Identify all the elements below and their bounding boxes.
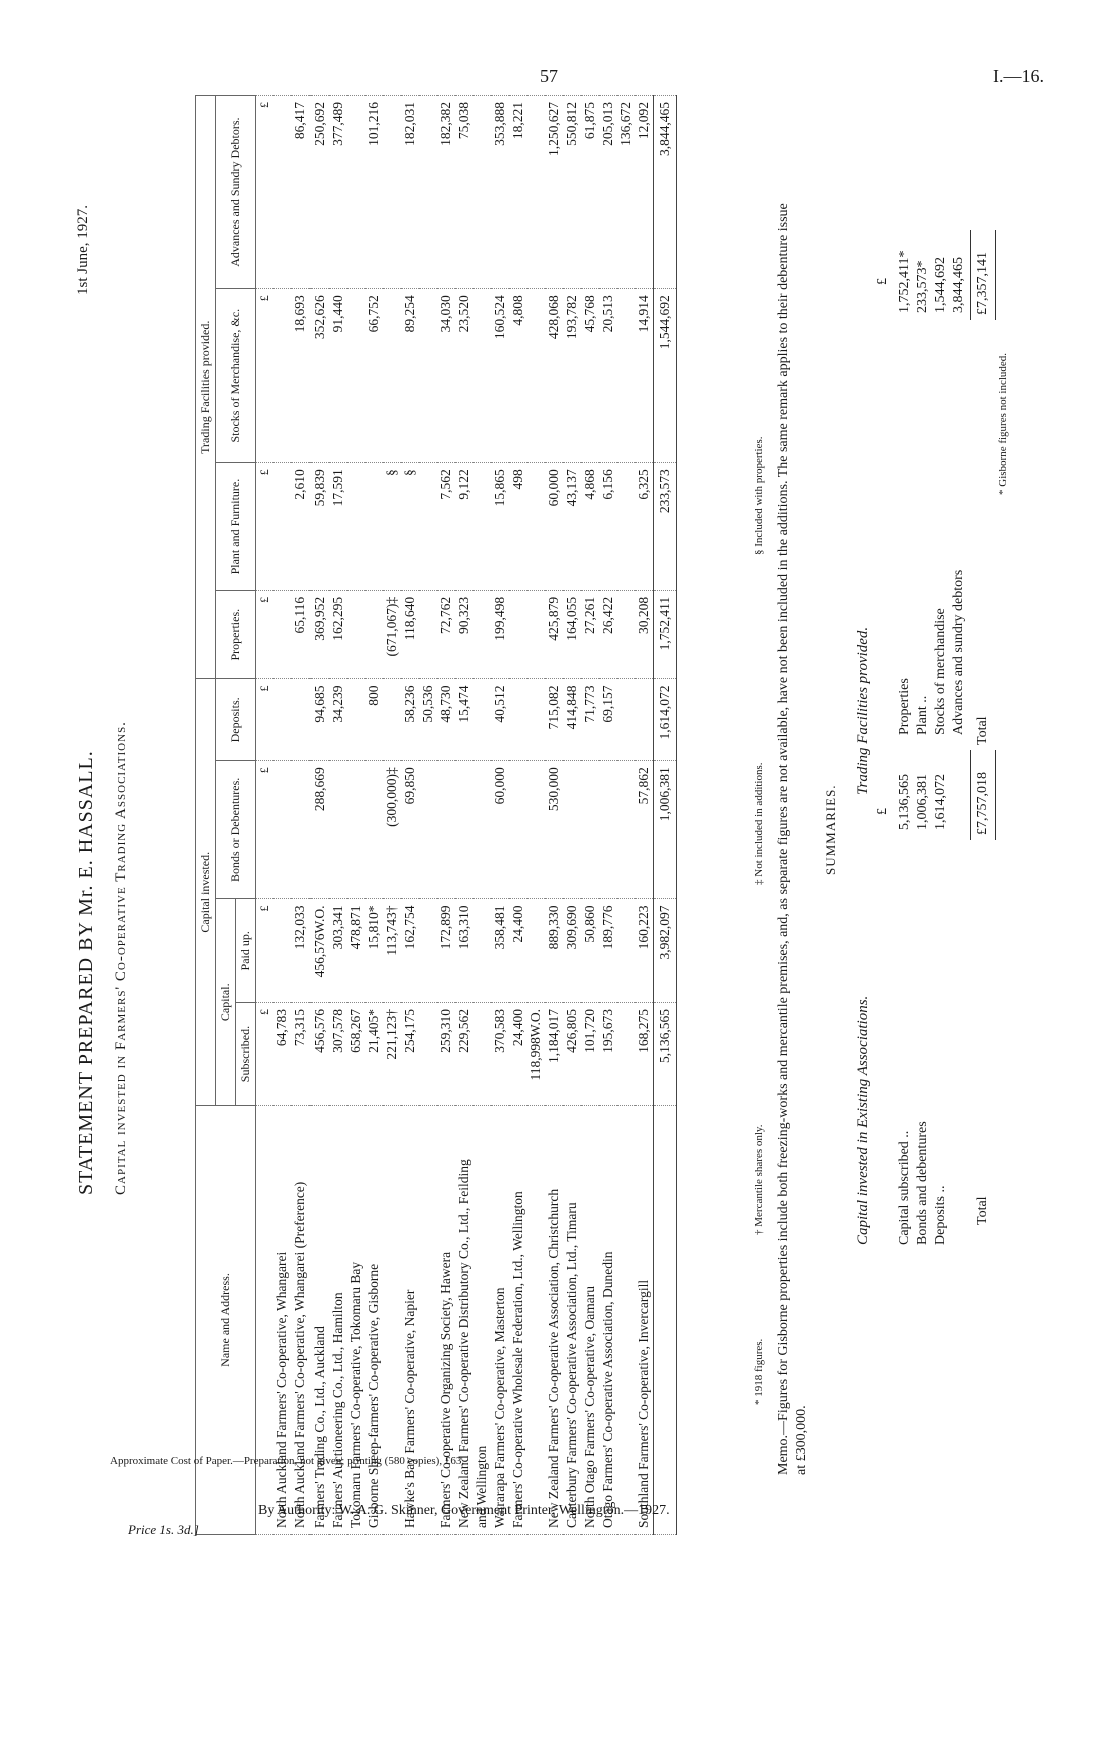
statement-subtitle: Capital invested in Farmers' Co-operative Trading Associations.: [113, 721, 129, 1195]
cell-deposits: [347, 679, 365, 761]
cell-deposits: [509, 679, 527, 761]
table-row: [563, 96, 581, 1535]
cell-stocks: 352,626: [311, 289, 329, 463]
cell-plant: 2,610: [291, 463, 309, 591]
summary-right-double-rule: [995, 230, 996, 320]
cell-stocks: 20,513: [599, 289, 617, 463]
cell-paidup: [617, 899, 635, 1003]
cell-deposits: [635, 679, 654, 761]
cell-subscribed: 259,310: [437, 1003, 455, 1106]
price-note: Price 1s. 3d.]: [128, 1522, 199, 1537]
cell-subscribed: 370,583: [491, 1003, 509, 1106]
cell-plant: 15,865: [491, 463, 509, 591]
unit-cell: £: [256, 679, 274, 761]
cell-stocks: [473, 289, 491, 463]
cell-deposits: 71,773: [581, 679, 599, 761]
summary-right-label: Stocks of merchandise: [933, 608, 948, 735]
cell-deposits: 94,685: [311, 679, 329, 761]
cell-plant: 498: [509, 463, 527, 591]
table-body: [256, 96, 677, 1535]
summary-right-value: 1,544,692: [933, 257, 948, 313]
summary-right-note: * Gisborne figures not included.: [997, 352, 1009, 495]
cell-advances: [347, 96, 365, 289]
table-row: [491, 96, 509, 1535]
unit-cell: £: [256, 761, 274, 899]
col-properties-header: Properties.: [216, 590, 256, 679]
cell-plant: 6,325: [635, 463, 654, 591]
cell-bonds: [437, 761, 455, 899]
cell-advances: 182,031: [401, 96, 419, 289]
cell-advances: [273, 96, 291, 289]
cell-deposits: 50,536: [419, 679, 437, 761]
row-name: Farmers' Co-operative Organizing Society, Hawera: [437, 1106, 455, 1535]
cell-plant: [527, 463, 545, 591]
cell-deposits: [473, 679, 491, 761]
table-row: [635, 96, 654, 1535]
cell-stocks: 160,524: [491, 289, 509, 463]
cell-bonds: [455, 761, 473, 899]
cell-deposits: [617, 679, 635, 761]
cell-advances: 136,672: [617, 96, 635, 289]
cell-properties: 26,422: [599, 590, 617, 679]
cell-bonds: [581, 761, 599, 899]
group-capital: Capital.: [216, 899, 236, 1106]
table-row: [347, 96, 365, 1535]
table-row: [273, 96, 291, 1535]
cell-stocks: 45,768: [581, 289, 599, 463]
cell-plant: 6,156: [599, 463, 617, 591]
row-name: Gisborne Sheep-farmers' Co-operative, Gisborne: [365, 1106, 383, 1535]
col-stocks-header: Stocks of Merchandise, &c.: [216, 289, 256, 463]
summary-left-title: Capital invested in Existing Associations.: [855, 995, 871, 1245]
row-name: North Auckland Farmers' Co-operative, Whangarei (Preference): [291, 1106, 309, 1535]
cell-plant: 59,839: [311, 463, 329, 591]
cell-plant: §: [383, 463, 401, 591]
cell-deposits: 34,239: [329, 679, 347, 761]
cell-properties: 164,055: [563, 590, 581, 679]
col-bonds-header: Bonds or Debentures.: [216, 761, 256, 899]
summary-left-label: Deposits ..: [933, 1185, 948, 1245]
total-plant: 233,573: [654, 463, 677, 591]
footnote-included-properties: § Included with properties.: [753, 436, 765, 555]
row-name: [617, 1106, 635, 1535]
row-name: Wairarapa Farmers' Co-operative, Masterton: [491, 1106, 509, 1535]
cell-subscribed: 254,175: [401, 1003, 419, 1106]
summary-right-value: 233,573*: [915, 260, 930, 313]
cell-deposits: 15,474: [455, 679, 473, 761]
cell-properties: 369,952: [311, 590, 329, 679]
cell-properties: [419, 590, 437, 679]
cell-plant: 9,122: [455, 463, 473, 591]
cell-paidup: 309,690: [563, 899, 581, 1003]
cell-deposits: 800: [365, 679, 383, 761]
cell-bonds: [347, 761, 365, 899]
cell-plant: [273, 463, 291, 591]
cell-subscribed: 101,720: [581, 1003, 599, 1106]
cell-plant: [365, 463, 383, 591]
row-name: New Zealand Farmers' Co-operative Distributory Co., Ltd., Feilding: [455, 1106, 473, 1535]
document-reference: I.—16.: [993, 66, 1044, 86]
cell-plant: 4,868: [581, 463, 599, 591]
cell-properties: 65,116: [291, 590, 309, 679]
cell-plant: [617, 463, 635, 591]
unit-cell: £: [256, 590, 274, 679]
cell-advances: 250,692: [311, 96, 329, 289]
cell-paidup: 132,033: [291, 899, 309, 1003]
cell-properties: 425,879: [545, 590, 563, 679]
row-name: Canterbury Farmers' Co-operative Association, Ltd., Timaru: [563, 1106, 581, 1535]
total-deposits: 1,614,072: [654, 679, 677, 761]
row-name: Farmers' Trading Co., Ltd., Auckland: [311, 1106, 329, 1535]
row-name: Hawke's Bay Farmers' Co-operative, Napier: [401, 1106, 419, 1535]
cell-bonds: (300,000)‡: [383, 761, 401, 899]
cell-plant: 7,562: [437, 463, 455, 591]
summary-right-total-label: Total: [975, 716, 990, 745]
cell-plant: 43,137: [563, 463, 581, 591]
cell-advances: 61,875: [581, 96, 599, 289]
row-name: New Zealand Farmers' Co-operative Association, Christchurch: [545, 1106, 563, 1535]
cell-properties: 199,498: [491, 590, 509, 679]
summary-left-double-rule: [995, 750, 996, 840]
cell-subscribed: 426,805: [563, 1003, 581, 1106]
cell-deposits: 48,730: [437, 679, 455, 761]
summary-right-title: Trading Facilities provided.: [855, 626, 871, 795]
row-name: [419, 1106, 437, 1535]
cell-subscribed: 1,184,017: [545, 1003, 563, 1106]
unit-cell: £: [256, 289, 274, 463]
cell-paidup: 24,400: [509, 899, 527, 1003]
cell-properties: 72,762: [437, 590, 455, 679]
table-row: [545, 96, 563, 1535]
cell-bonds: [563, 761, 581, 899]
cell-stocks: [527, 289, 545, 463]
table-row: [509, 96, 527, 1535]
cell-paidup: 160,223: [635, 899, 654, 1003]
cell-deposits: 40,512: [491, 679, 509, 761]
cell-subscribed: [419, 1003, 437, 1106]
cell-bonds: [365, 761, 383, 899]
cell-bonds: [329, 761, 347, 899]
summary-left-label: Capital subscribed ..: [897, 1130, 912, 1245]
cell-stocks: [383, 289, 401, 463]
summary-left-unit: £: [875, 808, 890, 815]
cell-plant: [419, 463, 437, 591]
capital-table: [195, 95, 677, 1535]
col-subscribed-header: Subscribed.: [236, 1003, 256, 1106]
cell-paidup: 172,899: [437, 899, 455, 1003]
cell-advances: 550,812: [563, 96, 581, 289]
cell-paidup: 478,871: [347, 899, 365, 1003]
cell-subscribed: 118,998W.O.: [527, 1003, 545, 1106]
cell-advances: 353,888: [491, 96, 509, 289]
group-capital-invested: Capital invested.: [196, 679, 216, 1106]
summary-right-value: 1,752,411*: [897, 250, 912, 313]
cell-subscribed: [473, 1003, 491, 1106]
cell-stocks: 89,254: [401, 289, 419, 463]
col-plant-header: Plant and Furniture.: [216, 463, 256, 591]
cell-properties: [473, 590, 491, 679]
cell-stocks: 193,782: [563, 289, 581, 463]
summary-left-total-value: £7,757,018: [975, 772, 990, 835]
table-row: [581, 96, 599, 1535]
cell-paidup: 113,743†: [383, 899, 401, 1003]
row-name: North Auckland Farmers' Co-operative, Whangarei: [273, 1106, 291, 1535]
cell-plant: §: [401, 463, 419, 591]
cell-advances: [527, 96, 545, 289]
cell-stocks: 34,030: [437, 289, 455, 463]
cell-deposits: [291, 679, 309, 761]
cell-subscribed: 21,405*: [365, 1003, 383, 1106]
cell-stocks: [617, 289, 635, 463]
cell-subscribed: 307,578: [329, 1003, 347, 1106]
cell-plant: [347, 463, 365, 591]
cell-properties: 118,640: [401, 590, 419, 679]
cell-subscribed: 24,400: [509, 1003, 527, 1106]
cell-deposits: 58,236: [401, 679, 419, 761]
cell-bonds: [527, 761, 545, 899]
table-row: [401, 96, 419, 1535]
cell-stocks: 18,693: [291, 289, 309, 463]
cell-advances: 12,092: [635, 96, 654, 289]
cell-advances: 75,038: [455, 96, 473, 289]
cell-paidup: 50,860: [581, 899, 599, 1003]
cell-plant: 17,591: [329, 463, 347, 591]
cell-paidup: [273, 899, 291, 1003]
table-row: [527, 96, 545, 1535]
summary-left-value: 1,614,072: [933, 774, 948, 830]
footnote-1918: * 1918 figures.: [753, 1338, 765, 1405]
cell-bonds: 288,669: [311, 761, 329, 899]
cell-plant: 60,000: [545, 463, 563, 591]
cell-deposits: 69,157: [599, 679, 617, 761]
cell-properties: (671,067)‡: [383, 590, 401, 679]
summary-left-value: 5,136,565: [897, 774, 912, 830]
cell-deposits: 715,082: [545, 679, 563, 761]
summary-right-rule: [970, 230, 971, 320]
cell-stocks: [347, 289, 365, 463]
cell-deposits: [527, 679, 545, 761]
cell-subscribed: 73,315: [291, 1003, 309, 1106]
cell-properties: [527, 590, 545, 679]
row-name: [527, 1106, 545, 1535]
cell-paidup: 162,754: [401, 899, 419, 1003]
summary-right-label: Plant ..: [915, 695, 930, 735]
totals-row: [654, 96, 677, 1535]
cell-advances: 18,221: [509, 96, 527, 289]
cell-paidup: 456,576W.O.: [311, 899, 329, 1003]
cell-subscribed: 221,123†: [383, 1003, 401, 1106]
table-row: [437, 96, 455, 1535]
cell-paidup: 15,810*: [365, 899, 383, 1003]
rotated-content: [75, 55, 1015, 1575]
footnote-not-included: ‡ Not included in additions.: [753, 762, 765, 885]
cell-paidup: [473, 899, 491, 1003]
cell-paidup: 889,330: [545, 899, 563, 1003]
cell-advances: 182,382: [437, 96, 455, 289]
cell-stocks: 4,808: [509, 289, 527, 463]
total-stocks: 1,544,692: [654, 289, 677, 463]
cell-advances: 205,013: [599, 96, 617, 289]
cell-advances: 1,250,627: [545, 96, 563, 289]
group-trading-facilities: Trading Facilities provided.: [196, 96, 216, 680]
summary-right-total-value: £7,357,141: [975, 252, 990, 315]
total-advances: 3,844,465: [654, 96, 677, 289]
authority-line: By Authority: W. A. G. Skinner, Government Printer, Wellington.—1927.: [258, 1503, 670, 1518]
summary-left-value: 1,006,381: [915, 774, 930, 830]
cell-bonds: [291, 761, 309, 899]
cell-stocks: [273, 289, 291, 463]
cell-advances: [419, 96, 437, 289]
row-name: Tokomaru Farmers' Co-operative, Tokomaru Bay: [347, 1106, 365, 1535]
col-advances-header: Advances and Sundry Debtors.: [216, 96, 256, 289]
row-name: and Wellington: [473, 1106, 491, 1535]
statement-date: 1st June, 1927.: [75, 205, 91, 295]
summary-left-rule: [970, 750, 971, 840]
statement-title: STATEMENT PREPARED BY Mr. E. HASSALL.: [75, 750, 97, 1195]
table-row: [311, 96, 329, 1535]
cell-properties: [273, 590, 291, 679]
summary-right-unit: £: [875, 278, 890, 285]
cell-stocks: 91,440: [329, 289, 347, 463]
totals-label: [654, 1106, 677, 1535]
summary-left-total-label: Total: [975, 1196, 990, 1225]
table-row: [291, 96, 309, 1535]
cell-subscribed: 229,562: [455, 1003, 473, 1106]
summary-right-value: 3,844,465: [951, 257, 966, 313]
summary-right-label: Advances and sundry debtors: [951, 569, 966, 735]
row-name: [383, 1106, 401, 1535]
summary-right-label: Properties: [897, 678, 912, 735]
unit-cell: £: [256, 899, 274, 1003]
cell-stocks: 428,068: [545, 289, 563, 463]
unit-cell: £: [256, 96, 274, 289]
cell-bonds: [599, 761, 617, 899]
cell-paidup: 303,341: [329, 899, 347, 1003]
cell-paidup: [527, 899, 545, 1003]
table-row: [365, 96, 383, 1535]
total-paidup: 3,982,097: [654, 899, 677, 1003]
summary-left-label: Bonds and debentures: [915, 1121, 930, 1245]
table-row: [617, 96, 635, 1535]
cell-bonds: [617, 761, 635, 899]
cell-properties: [617, 590, 635, 679]
memo-text: Memo.—Figures for Gisborne properties include both freezing-works and mercantile premises, and, as separate figures are not available, have not been included in the additions. The same remark applies to their debenture issue at £300,000.: [776, 203, 809, 1475]
row-name: Otago Farmers' Co-operative Association, Dunedin: [599, 1106, 617, 1535]
cell-advances: [383, 96, 401, 289]
approximate-cost: Approximate Cost of Paper.—Preparation, not given; printing (580 copies), £63.: [110, 1455, 465, 1467]
cell-properties: 30,208: [635, 590, 654, 679]
cell-paidup: 163,310: [455, 899, 473, 1003]
cell-deposits: [383, 679, 401, 761]
cell-deposits: [273, 679, 291, 761]
total-bonds: 1,006,381: [654, 761, 677, 899]
cell-subscribed: [617, 1003, 635, 1106]
cell-bonds: 60,000: [491, 761, 509, 899]
cell-bonds: 57,862: [635, 761, 654, 899]
col-name-header: Name and Address.: [196, 1106, 256, 1535]
cell-stocks: 14,914: [635, 289, 654, 463]
cell-advances: [473, 96, 491, 289]
row-name: Southland Farmers' Co-operative, Invercargill: [635, 1106, 654, 1535]
cell-subscribed: 168,275: [635, 1003, 654, 1106]
unit-cell: £: [256, 1003, 274, 1106]
footnote-mercantile: † Mercantile shares only.: [753, 1124, 765, 1235]
cell-paidup: [419, 899, 437, 1003]
page-number: 57: [540, 66, 558, 86]
cell-subscribed: 195,673: [599, 1003, 617, 1106]
total-subscribed: 5,136,565: [654, 1003, 677, 1106]
cell-properties: 27,261: [581, 590, 599, 679]
cell-bonds: [273, 761, 291, 899]
cell-stocks: 66,752: [365, 289, 383, 463]
cell-properties: 162,295: [329, 590, 347, 679]
cell-bonds: [419, 761, 437, 899]
cell-stocks: 23,520: [455, 289, 473, 463]
total-properties: 1,752,411: [654, 590, 677, 679]
col-deposits-header: Deposits.: [216, 679, 256, 761]
table-row: [473, 96, 491, 1535]
table-row: [329, 96, 347, 1535]
cell-advances: 101,216: [365, 96, 383, 289]
cell-paidup: 189,776: [599, 899, 617, 1003]
cell-bonds: 530,000: [545, 761, 563, 899]
cell-advances: 86,417: [291, 96, 309, 289]
cell-properties: 90,323: [455, 590, 473, 679]
cell-deposits: 414,848: [563, 679, 581, 761]
cell-subscribed: 658,267: [347, 1003, 365, 1106]
cell-subscribed: 64,783: [273, 1003, 291, 1106]
row-name: Farmers' Co-operative Wholesale Federation, Ltd., Wellington: [509, 1106, 527, 1535]
cell-properties: [365, 590, 383, 679]
cell-advances: 377,489: [329, 96, 347, 289]
table-row: [455, 96, 473, 1535]
cell-properties: [347, 590, 365, 679]
cell-subscribed: 456,576: [311, 1003, 329, 1106]
row-name: North Otago Farmers' Co-operative, Oamaru: [581, 1106, 599, 1535]
cell-plant: [473, 463, 491, 591]
unit-row: [256, 96, 274, 1535]
table-row: [383, 96, 401, 1535]
table-row: [419, 96, 437, 1535]
cell-bonds: [509, 761, 527, 899]
cell-paidup: 358,481: [491, 899, 509, 1003]
cell-bonds: 69,850: [401, 761, 419, 899]
summaries-heading: SUMMARIES.: [823, 784, 838, 875]
cell-bonds: [473, 761, 491, 899]
table-row: [599, 96, 617, 1535]
cell-stocks: [419, 289, 437, 463]
row-name: Farmers' Auctioneering Co., Ltd., Hamilton: [329, 1106, 347, 1535]
cell-properties: [509, 590, 527, 679]
col-paidup-header: Paid up.: [236, 899, 256, 1003]
unit-cell: £: [256, 463, 274, 591]
